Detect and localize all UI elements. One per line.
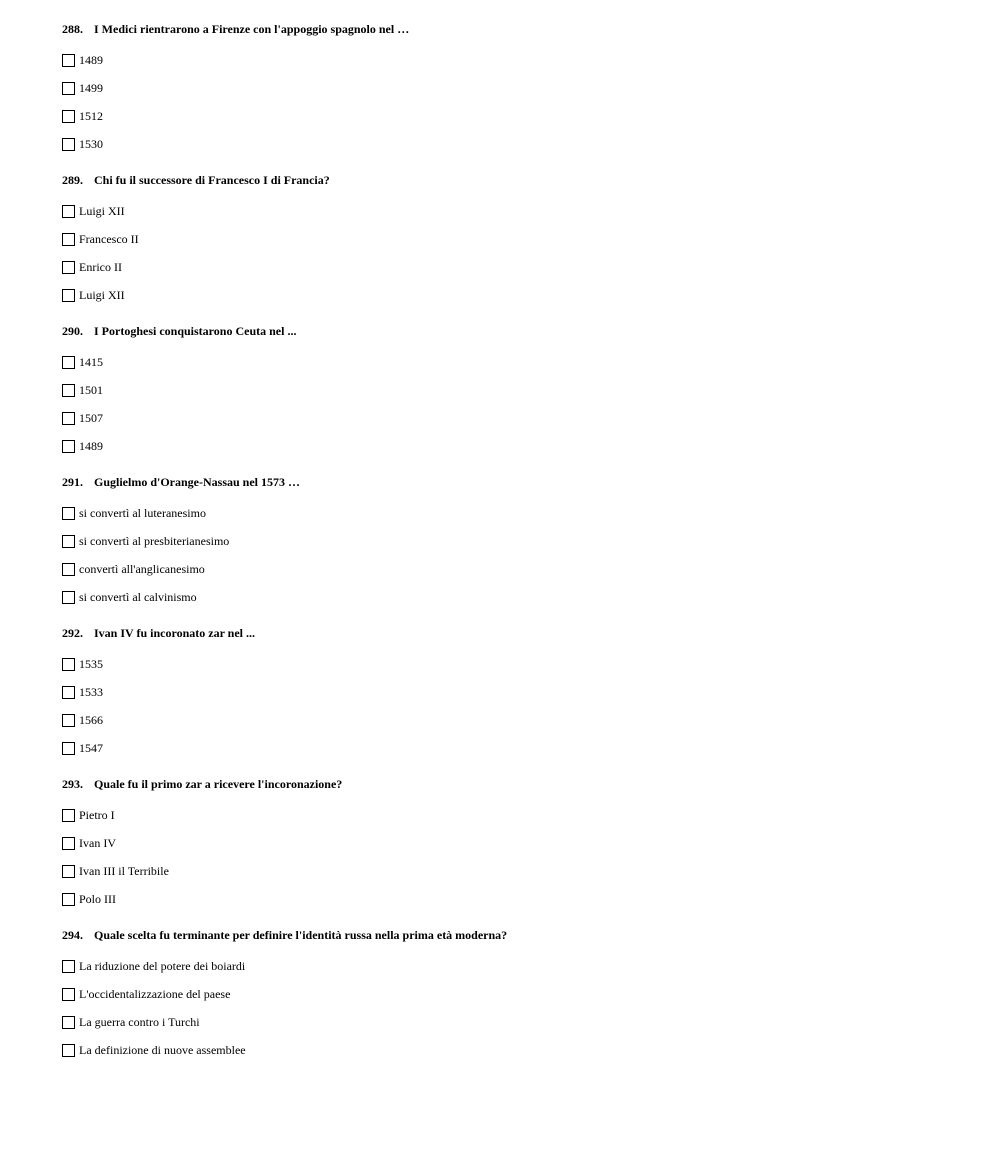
- option-label: La definizione di nuove assemblee: [79, 1043, 246, 1057]
- option-label: Pietro I: [79, 808, 115, 822]
- question-text: Ivan IV fu incoronato zar nel ...: [94, 626, 256, 640]
- answer-option[interactable]: [62, 801, 962, 829]
- question-title: [62, 775, 962, 793]
- question-293: [62, 775, 962, 926]
- answer-option[interactable]: [62, 829, 962, 857]
- option-label: Ivan III il Terribile: [79, 864, 169, 878]
- checkbox[interactable]: [62, 563, 75, 576]
- answer-option[interactable]: [62, 225, 962, 253]
- question-title: [62, 926, 962, 944]
- answer-option[interactable]: [62, 197, 962, 225]
- checkbox[interactable]: [62, 233, 75, 246]
- option-label: 1547: [79, 741, 103, 755]
- checkbox[interactable]: [62, 507, 75, 520]
- answer-option[interactable]: [62, 376, 962, 404]
- checkbox[interactable]: [62, 261, 75, 274]
- answer-option[interactable]: [62, 706, 962, 734]
- checkbox[interactable]: [62, 412, 75, 425]
- question-289: [62, 171, 962, 322]
- question-title: [62, 624, 962, 642]
- question-number: 292.: [62, 626, 83, 640]
- option-label: Enrico II: [79, 260, 122, 274]
- checkbox[interactable]: [62, 138, 75, 151]
- option-label: 1512: [79, 109, 103, 123]
- option-label: 1415: [79, 355, 103, 369]
- question-title: [62, 171, 962, 189]
- option-label: 1501: [79, 383, 103, 397]
- answer-option[interactable]: [62, 952, 962, 980]
- answer-option[interactable]: [62, 74, 962, 102]
- answer-option[interactable]: [62, 527, 962, 555]
- answer-option[interactable]: [62, 650, 962, 678]
- checkbox[interactable]: [62, 1044, 75, 1057]
- checkbox[interactable]: [62, 686, 75, 699]
- question-text: Quale scelta fu terminante per definire l'identità russa nella prima età moderna?: [94, 928, 508, 942]
- option-label: si convertì al luteranesimo: [79, 506, 206, 520]
- checkbox[interactable]: [62, 110, 75, 123]
- question-text: I Medici rientrarono a Firenze con l'appoggio spagnolo nel …: [94, 22, 410, 36]
- checkbox[interactable]: [62, 289, 75, 302]
- option-label: Luigi XII: [79, 288, 125, 302]
- answer-option[interactable]: [62, 1008, 962, 1036]
- question-290: [62, 322, 962, 473]
- question-number: 293.: [62, 777, 83, 791]
- answer-option[interactable]: [62, 499, 962, 527]
- answer-option[interactable]: [62, 281, 962, 309]
- checkbox[interactable]: [62, 1016, 75, 1029]
- checkbox[interactable]: [62, 535, 75, 548]
- checkbox[interactable]: [62, 205, 75, 218]
- option-label: La guerra contro i Turchi: [79, 1015, 200, 1029]
- question-text: Guglielmo d'Orange-Nassau nel 1573 …: [94, 475, 301, 489]
- option-label: 1507: [79, 411, 103, 425]
- checkbox[interactable]: [62, 714, 75, 727]
- question-number: 289.: [62, 173, 83, 187]
- checkbox[interactable]: [62, 591, 75, 604]
- option-label: Francesco II: [79, 232, 139, 246]
- option-label: Polo III: [79, 892, 116, 906]
- option-label: 1489: [79, 439, 103, 453]
- option-label: convertì all'anglicanesimo: [79, 562, 205, 576]
- option-label: L'occidentalizzazione del paese: [79, 987, 231, 1001]
- checkbox[interactable]: [62, 54, 75, 67]
- answer-option[interactable]: [62, 253, 962, 281]
- answer-option[interactable]: [62, 583, 962, 611]
- answer-option[interactable]: [62, 348, 962, 376]
- answer-option[interactable]: [62, 130, 962, 158]
- option-label: 1533: [79, 685, 103, 699]
- answer-option[interactable]: [62, 404, 962, 432]
- question-title: [62, 20, 962, 38]
- quiz-list: [62, 20, 962, 1077]
- checkbox[interactable]: [62, 837, 75, 850]
- question-title: [62, 473, 962, 491]
- option-label: 1566: [79, 713, 103, 727]
- question-text: I Portoghesi conquistarono Ceuta nel ...: [94, 324, 297, 338]
- option-label: Luigi XII: [79, 204, 125, 218]
- checkbox[interactable]: [62, 742, 75, 755]
- option-label: si convertì al calvinismo: [79, 590, 197, 604]
- answer-option[interactable]: [62, 980, 962, 1008]
- option-label: La riduzione del potere dei boiardi: [79, 959, 246, 973]
- checkbox[interactable]: [62, 809, 75, 822]
- checkbox[interactable]: [62, 960, 75, 973]
- option-label: 1535: [79, 657, 103, 671]
- answer-option[interactable]: [62, 885, 962, 913]
- question-title: [62, 322, 962, 340]
- question-number: 288.: [62, 22, 83, 36]
- answer-option[interactable]: [62, 1036, 962, 1064]
- option-label: 1530: [79, 137, 103, 151]
- answer-option[interactable]: [62, 734, 962, 762]
- checkbox[interactable]: [62, 82, 75, 95]
- answer-option[interactable]: [62, 857, 962, 885]
- checkbox[interactable]: [62, 893, 75, 906]
- question-292: [62, 624, 962, 775]
- question-text: Chi fu il successore di Francesco I di Francia?: [94, 173, 330, 187]
- question-text: Quale fu il primo zar a ricevere l'incoronazione?: [94, 777, 343, 791]
- option-label: 1489: [79, 53, 103, 67]
- question-number: 290.: [62, 324, 83, 338]
- answer-option[interactable]: [62, 555, 962, 583]
- question-291: [62, 473, 962, 624]
- checkbox[interactable]: [62, 658, 75, 671]
- option-label: si convertì al presbiterianesimo: [79, 534, 230, 548]
- question-288: [62, 20, 962, 171]
- answer-option[interactable]: [62, 432, 962, 460]
- checkbox[interactable]: [62, 356, 75, 369]
- option-label: Ivan IV: [79, 836, 116, 850]
- checkbox[interactable]: [62, 988, 75, 1001]
- checkbox[interactable]: [62, 384, 75, 397]
- checkbox[interactable]: [62, 865, 75, 878]
- question-number: 291.: [62, 475, 83, 489]
- checkbox[interactable]: [62, 440, 75, 453]
- answer-option[interactable]: [62, 46, 962, 74]
- answer-option[interactable]: [62, 102, 962, 130]
- option-label: 1499: [79, 81, 103, 95]
- question-294: [62, 926, 962, 1077]
- answer-option[interactable]: [62, 678, 962, 706]
- question-number: 294.: [62, 928, 83, 942]
